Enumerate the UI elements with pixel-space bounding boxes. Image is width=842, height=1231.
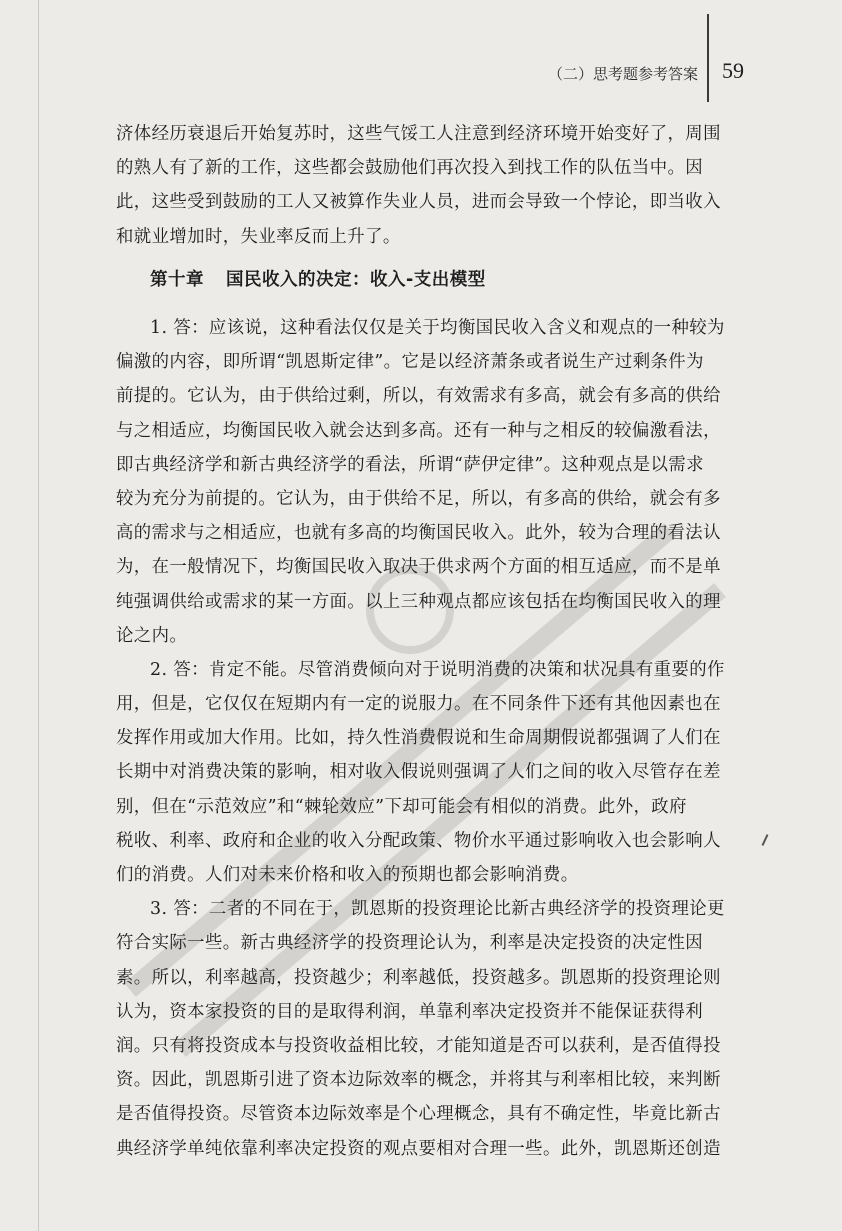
answer-3-first-line: 3. 答：二者的不同在于，凯恩斯的投资理论比新古典经济学的投资理论更 (150, 899, 725, 920)
text-line: 论之内。 (116, 625, 188, 646)
text-line: 符合实际一些。新古典经济学的投资理论认为，利率是决定投资的决定性因 (116, 933, 704, 954)
text-line: 和就业增加时，失业率反而上升了。 (116, 226, 401, 247)
text-line: 润。只有将投资成本与投资收益相比较，才能知道是否可以获利，是否值得投 (116, 1035, 721, 1056)
text-line: 前提的。它认为，由于供给过剩，所以，有效需求有多高，就会有多高的供给 (116, 386, 721, 407)
text-line: 们的消费。人们对未来价格和收入的预期也都会影响消费。 (116, 865, 579, 885)
text-line: 素。所以，利率越高，投资越少；利率越低，投资越多。凯恩斯的投资理论则 (116, 967, 721, 988)
text-line: 税收、利率、政府和企业的收入分配政策、物价水平通过影响收入也会影响人 (116, 830, 721, 851)
text-line: 即古典经济学和新古典经济学的看法，所谓“萨伊定律”。这种观点是以需求 (116, 454, 704, 475)
text-line: 高的需求与之相适应，也就有多高的均衡国民收入。此外，较为合理的看法认 (116, 523, 721, 544)
text-line: 发挥作用或加大作用。比如，持久性消费假说和生命周期假说都强调了人们在 (116, 728, 721, 749)
text-line: 别，但在“示范效应”和“棘轮效应”下却可能会有相似的消费。此外，政府 (116, 796, 687, 817)
text-line: 的熟人有了新的工作，这些都会鼓励他们再次投入到找工作的队伍当中。因 (116, 158, 704, 179)
text-line: 较为充分为前提的。它认为，由于供给不足，所以，有多高的供给，就会有多 (116, 488, 721, 509)
page-edge-line (38, 0, 39, 1231)
page-number: 59 (722, 58, 744, 83)
text-line: 典经济学单纯依靠利率决定投资的观点要相对合理一些。此外，凯恩斯还创造 (116, 1138, 721, 1159)
text-line: 资。因此，凯恩斯引进了资本边际效率的概念，并将其与利率相比较，来判断 (116, 1070, 721, 1091)
text-line: 偏激的内容，即所谓“凯恩斯定律”。它是以经济萧条或者说生产过剩条件为 (116, 352, 704, 373)
header-divider (707, 14, 709, 102)
chapter-title-text: 国民收入的决定：收入-支出模型 (226, 270, 486, 290)
text-line: 是否值得投资。尽管资本边际效率是个心理概念，具有不确定性，毕竟比新古 (116, 1104, 721, 1125)
intro-paragraph (116, 117, 721, 254)
text-line: 用，但是，它仅仅在短期内有一定的说服力。在不同条件下还有其他因素也在 (116, 694, 721, 715)
chapter-heading (150, 266, 486, 291)
answer-2-first-line: 2. 答：肯定不能。尽管消费倾向对于说明消费的决策和状况具有重要的作 (150, 659, 725, 680)
margin-pencil-mark (762, 834, 769, 846)
text-line: 长期中对消费决策的影响，相对收入假说则强调了人们之间的收入尽管存在差 (116, 762, 721, 783)
text-line: 此，这些受到鼓励的工人又被算作失业人员，进而会导致一个悖论，即当收入 (116, 192, 721, 213)
text-line: 与之相适应，均衡国民收入就会达到多高。还有一种与之相反的较偏激看法， (116, 420, 721, 441)
text-line: 济体经历衰退后开始复苏时，这些气馁工人注意到经济环境开始变好了，周围 (116, 124, 721, 144)
answer-1-first-line: 1. 答：应该说，这种看法仅仅是关于均衡国民收入含义和观点的一种较为 (150, 318, 725, 338)
running-header: （二）思考题参考答案 (547, 65, 698, 83)
text-line: 纯强调供给或需求的某一方面。以上三种观点都应该包括在均衡国民收入的理 (116, 591, 721, 612)
chapter-number: 第十章 (150, 270, 204, 290)
text-line: 认为，资本家投资的目的是取得利润，单靠利率决定投资并不能保证获得利 (116, 1001, 704, 1022)
text-line: 为，在一般情况下，均衡国民收入取决于供求两个方面的相互适应，而不是单 (116, 557, 721, 578)
answers-body (116, 311, 725, 1166)
